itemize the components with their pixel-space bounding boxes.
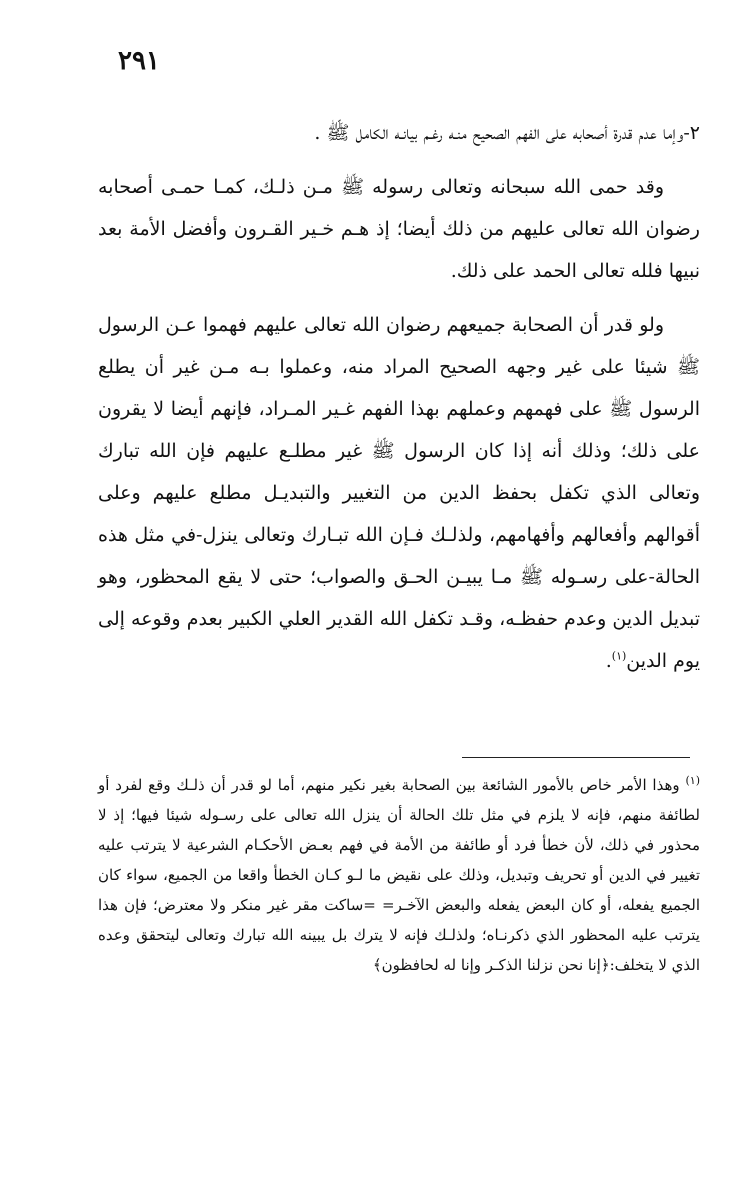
paragraph-3-text: ولو قدر أن الصحابة جميعهم رضوان الله تعالى عليهم فهموا عـن الرسول ﷺ شيئا على غير وجهه الصحيح المراد منه، وعملوا بـه مـن غير أن يطلع الرسول ﷺ على فهمهم وعملهم بهذا الفهم غـير المـراد، فإنهم أيضا لا يقرون على ذلك؛ وذلك أنه إذا كان الرسول ﷺ غير مطلـع عليهم فإن الله تبارك وتعالى الذي تكفل بحفظ الدين من التغيير والتبديـل مطلع عليهم وعلى أقوالهم وأفعالهم وأفهامهم، ولذلـك فـإن الله تبـارك وتعالى ينزل-في مثل هذه الحالة-على رسـوله ﷺ مـا يبيـن الحـق والصواب؛ حتى لا يقع المحظور، وهو تبديل الدين وعدم حفظـه، وقـد تكفل الله القدير العلي الكبير بعدم وقوعه إلى يوم الدين	[98, 314, 700, 672]
footnote-1-text: وهذا الأمر خاص بالأمور الشائعة بين الصحابة بغير نكير منهم، أما لو قدر أن ذلـك وقع لفرد أو لطائفة منهم، فإنه لا يلزم في مثل تلك الحالة أن ينزل الله تعالى على رسـوله شيئا فيها؛ إذ لا محذور في ذلك، لأن خطأ فرد أو طائفة من الأمة في فهم بعـض الأحكـام الشرعية لا يترتب عليه تغيير في الدين أو تحريف وتبديل، وذلك على نقيض ما لـو كـان الخطأ واقعا من الجميع، سواء كان الجميع يفعله، أو كان البعض يفعله والبعض الآخـر= =ساكت مقر غير منكر ولا معترض؛ فإن هذا يترتب عليه المحظور الذي ذكرنـاه؛ ولذلـك فإنه لا يترك بل يبينه الله تبارك وتعالى ليتحقق وعده الذي لا يتخلف:﴿إنا نحن نزلنا الذكـر وإنا له لحافظون﴾	[98, 776, 700, 974]
footnote-divider	[462, 757, 690, 758]
footnote-1-mark: (١)	[685, 774, 700, 787]
page-number: ٢٩١	[118, 46, 160, 76]
paragraph-1: ٢-وإما عدم قدرة أصحابه على الفهم الصحيح منـه رغـم بيانـه الكامل ﷺ .	[314, 122, 700, 144]
paragraph-3	[98, 304, 700, 682]
paragraph-3-end: .	[605, 650, 612, 672]
footnote-ref-1[interactable]: (١)	[611, 649, 627, 663]
paragraph-2: وقد حمى الله سبحانه وتعالى رسوله ﷺ مـن ذلـك، كمـا حمـى أصحابه رضوان الله تعالى عليهم من ذلك أيضا؛ إذ هـم خـير القـرون وأفضل الأمة بعد نبيها فلله تعالى الحمد على ذلك.	[98, 176, 700, 282]
main-text	[98, 112, 700, 694]
footnote-1	[98, 770, 700, 980]
footnotes	[98, 770, 700, 980]
